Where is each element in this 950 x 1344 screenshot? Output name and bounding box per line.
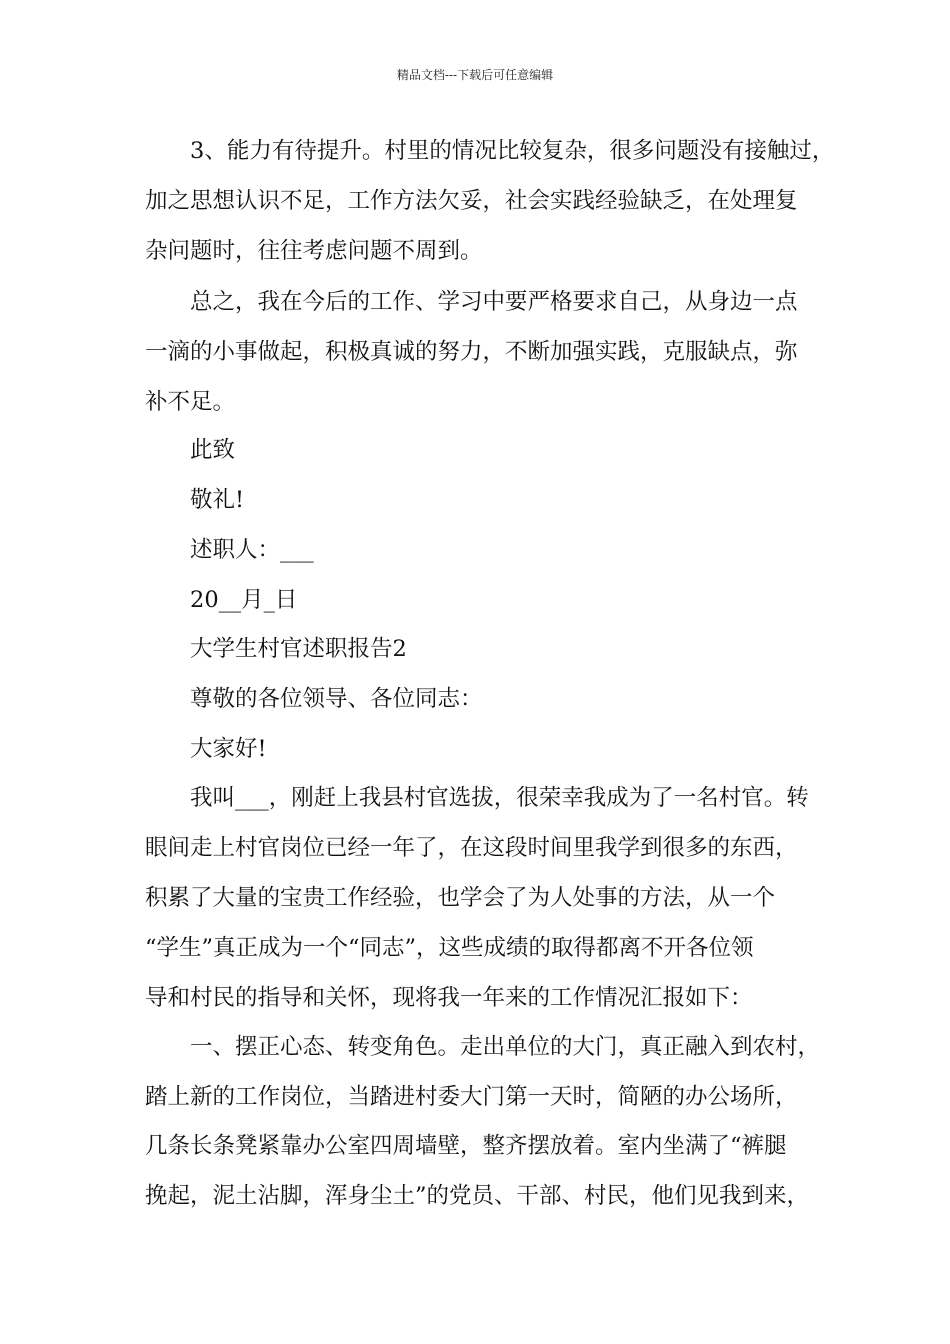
text-line: 尊敬的各位领导、各位同志： [190, 686, 483, 712]
text-line: 积累了大量的宝贵工作经验，也学会了为人处事的方法，从一个 [145, 885, 776, 911]
text-line: 3、能力有待提升。村里的情况比较复杂，很多问题没有接触过， [190, 138, 835, 164]
text-line: 20__月_日 [190, 587, 298, 613]
text-line: 大家好! [190, 736, 267, 762]
text-line: 导和村民的指导和关怀，现将我一年来的工作情况汇报如下： [145, 985, 753, 1011]
text-line: 总之，我在今后的工作、学习中要严格要求自己，从身边一点 [190, 289, 798, 315]
text-line: 一、摆正心态、转变角色。走出单位的大门，真正融入到农村， [190, 1034, 821, 1060]
text-line: 述职人：___ [190, 537, 314, 563]
text-line: 加之思想认识不足，工作方法欠妥，社会实践经验缺乏，在处理复 [145, 188, 798, 214]
text-line: 眼间走上村官岗位已经一年了，在这段时间里我学到很多的东西， [145, 835, 798, 861]
text-line: 几条长条凳紧靠办公室四周墙壁，整齐摆放着。室内坐满了“裤腿 [145, 1133, 787, 1159]
text-line: 杂问题时，往往考虑问题不周到。 [145, 238, 483, 264]
page-header: 精品文档---下载后可任意编辑 [396, 68, 554, 82]
text-line: 大学生村官述职报告2 [190, 636, 407, 662]
text-line: 我叫___，刚赶上我县村官选拔，很荣幸我成为了一名村官。转 [190, 785, 809, 811]
text-line: 敬礼! [190, 487, 245, 513]
text-line: 此致 [190, 437, 236, 463]
text-line: 一滴的小事做起，积极真诚的努力，不断加强实践，克服缺点，弥 [145, 339, 798, 365]
text-line: 踏上新的工作岗位，当踏进村委大门第一天时，简陋的办公场所， [145, 1084, 798, 1110]
text-line: 挽起，泥土沾脚，浑身尘土”的党员、干部、村民，他们见我到来， [145, 1183, 810, 1209]
text-line: 补不足。 [145, 389, 236, 415]
text-line: “学生”真正成为一个“同志”，这些成绩的取得都离不开各位领 [145, 935, 754, 961]
